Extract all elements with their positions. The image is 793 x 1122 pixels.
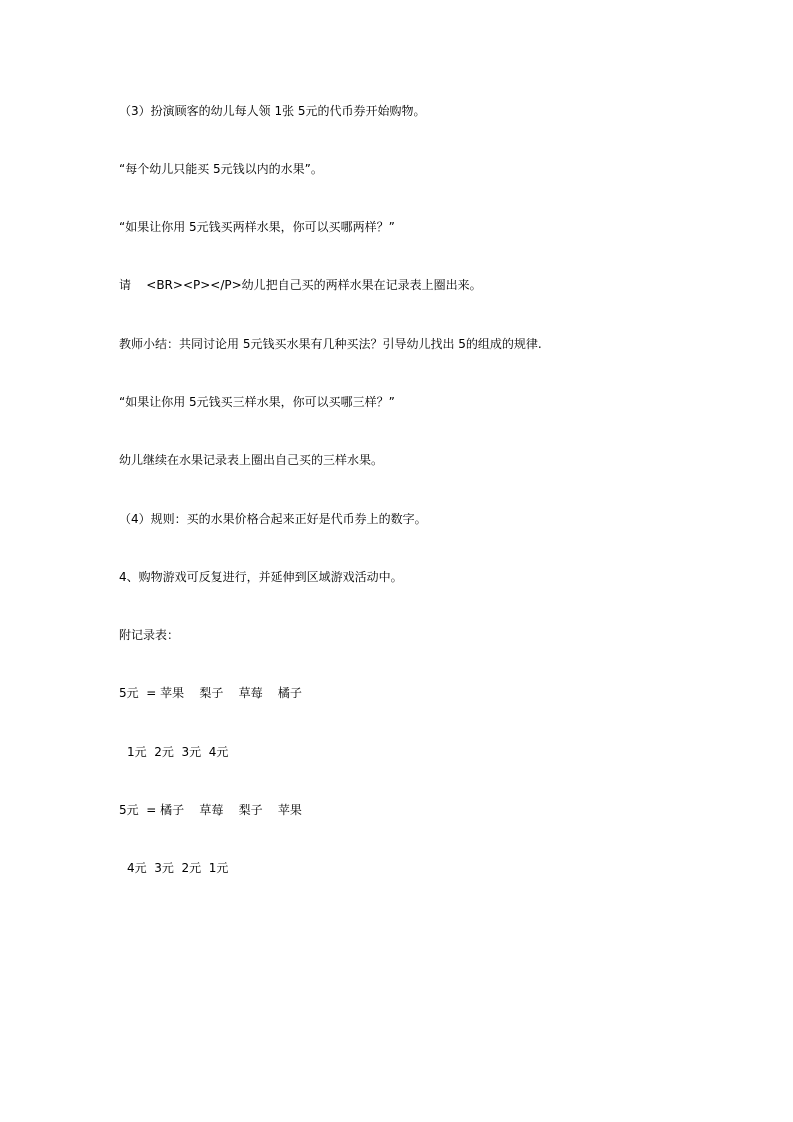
appendix-heading: 附记录表： xyxy=(119,628,180,642)
step-4-rule: （4）规则：买的水果价格合起来正好是代币券上的数字。 xyxy=(119,512,427,526)
record-row-2-fruits: 5元 = 橘子 草莓 梨子 苹果 xyxy=(119,803,302,817)
step-3-text: （3）扮演顾客的幼儿每人领 1张 5元的代币券开始购物。 xyxy=(119,104,426,118)
question-two-fruits: “如果让你用 5元钱买两样水果，你可以买哪两样？” xyxy=(119,220,395,234)
record-row-2-prices: 4元 3元 2元 1元 xyxy=(127,861,229,875)
item-4-text: 4、购物游戏可反复进行，并延伸到区域游戏活动中。 xyxy=(119,570,403,584)
question-three-fruits: “如果让你用 5元钱买三样水果，你可以买哪三样？” xyxy=(119,395,395,409)
rule-quote-text: “每个幼儿只能买 5元钱以内的水果”。 xyxy=(119,162,323,176)
record-row-1-prices: 1元 2元 3元 4元 xyxy=(127,745,229,759)
record-row-1-fruits: 5元 = 苹果 梨子 草莓 橘子 xyxy=(119,686,302,700)
teacher-summary: 教师小结：共同讨论用 5元钱买水果有几种买法？引导幼儿找出 5的组成的规律. xyxy=(119,337,542,351)
instruction-circle-three: 幼儿继续在水果记录表上圈出自己买的三样水果。 xyxy=(119,453,384,467)
instruction-circle-two: 请 <BR><P></P>幼儿把自己买的两样水果在记录表上圈出来。 xyxy=(119,278,482,292)
